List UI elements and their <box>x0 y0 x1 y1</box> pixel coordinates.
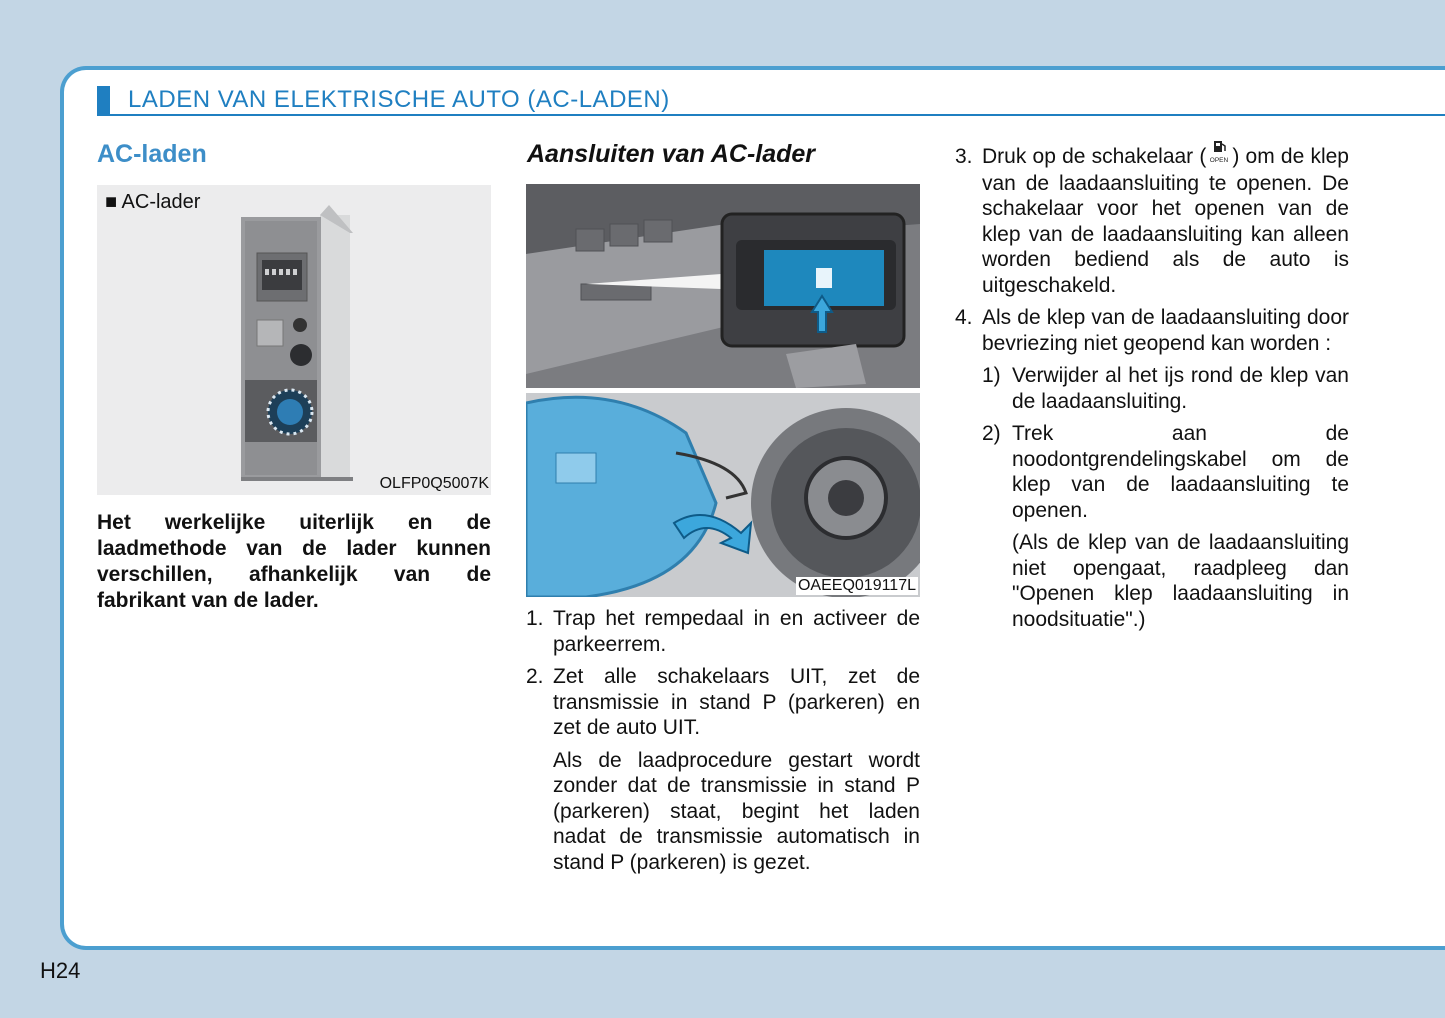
step-text: Zet alle schakelaars UIT, zet de transmissie in stand P (parkeren) en zet de auto UIT. <box>553 665 920 739</box>
substep-text: Trek aan de noodontgrendelingskabel om de klep van de laadaansluiting te openen. <box>1012 422 1349 522</box>
substep-text: Verwijder al het ijs rond de klep van de laadaansluiting. <box>1012 364 1349 413</box>
step-number: 4. <box>955 306 973 330</box>
sub-list-item <box>982 421 1349 523</box>
figure-charge-door-switch <box>526 184 920 388</box>
section-heading-aansluiten: Aansluiten van AC-lader <box>527 140 816 168</box>
substep-number: 1) <box>982 364 1001 388</box>
figure-code: OAEEQ019117L <box>797 577 916 594</box>
step-text-part: ) om de klep van de laadaansluiting te openen. De schakelaar voor het openen van de klep van de laadaansluiting kan alleen worden bediend als de auto is uitgeschakeld. <box>982 145 1349 297</box>
page-number: H24 <box>40 958 81 983</box>
section-heading-ac-laden: AC-laden <box>97 140 207 168</box>
dashboard-switch-illustration <box>526 184 920 388</box>
page-title: LADEN VAN ELEKTRISCHE AUTO (AC-LADEN) <box>128 86 670 113</box>
figure-caption: ■ AC-lader <box>105 191 201 213</box>
figure-ac-charger <box>97 185 491 495</box>
list-item <box>955 144 1349 298</box>
sub-list-item <box>982 363 1349 414</box>
steps-middle-column <box>526 606 920 882</box>
substep-number: 2) <box>982 422 1001 446</box>
step-number: 2. <box>526 665 544 688</box>
charger-note: Het werkelijke uiterlijk en de laadmethode van de lader kunnen verschillen, afhankelijk van de fabrikant van de lader. <box>97 511 491 612</box>
substep-note: (Als de klep van de laadaansluiting niet opengaat, raadpleeg dan "Openen klep laadaansluiting in noodsituatie".) <box>1012 531 1349 631</box>
step-text: Als de klep van de laadaansluiting door bevriezing niet geopend kan worden : <box>982 306 1349 355</box>
header-rule <box>97 114 1445 116</box>
step-text: Trap het rempedaal in en activeer de parkeerrem. <box>553 607 920 656</box>
step-number: 3. <box>955 145 973 168</box>
step-text-part: Druk op de schakelaar ( <box>982 145 1207 168</box>
step-number: 1. <box>526 607 544 630</box>
list-item <box>526 664 920 741</box>
list-item <box>955 305 1349 356</box>
steps-right-column <box>955 144 1349 632</box>
figure-emergency-release <box>526 393 920 597</box>
charge-door-open-icon <box>1208 140 1230 171</box>
header-accent-bar <box>97 86 110 114</box>
charge-port-illustration <box>526 393 920 597</box>
list-item <box>526 606 920 657</box>
step-text <box>982 144 1349 298</box>
figure-code: OLFP0Q5007K <box>379 475 489 492</box>
ac-charger-illustration <box>97 185 491 495</box>
step-note: Als de laadprocedure gestart wordt zonder dat de transmissie in stand P (parkeren) staat, begint het laden nadat de transmissie automatisch in stand P (parkeren) is gezet. <box>553 748 920 874</box>
icon-label: OPEN <box>1210 157 1229 165</box>
